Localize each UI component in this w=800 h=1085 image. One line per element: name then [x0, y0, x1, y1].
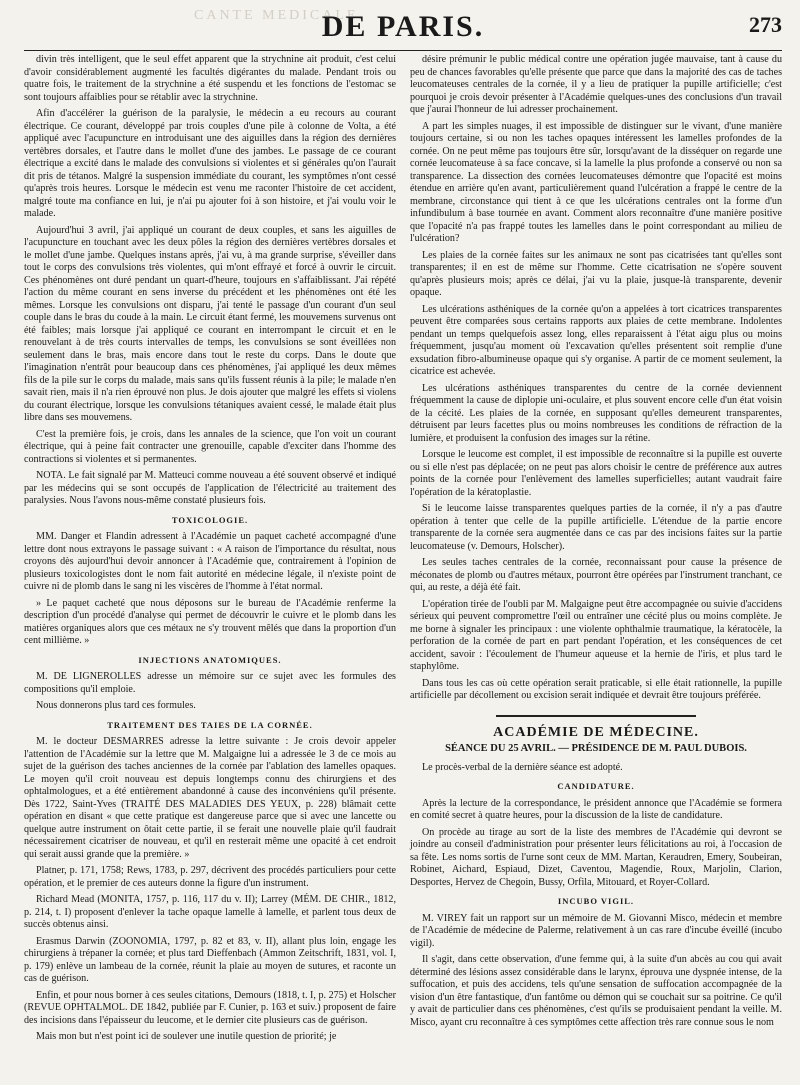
- section-heading-candidature: CANDIDATURE.: [557, 781, 635, 791]
- right-column: [410, 54, 782, 1048]
- page-number: 273: [749, 12, 782, 37]
- paragraph: Les seules taches centrales de la cornée, reconnaissant pour cause la présence de méconates de plomb ou d'autres métaux, pourront être opérées par l'instrument tranchant, ce qui, au reste, a déjà été fait.: [410, 557, 782, 593]
- masthead: [24, 6, 782, 54]
- section-divider: [496, 715, 696, 717]
- paragraph: Il s'agit, dans cette observation, d'une femme qui, à la suite d'un abcès au cou qui avait déterminé des lésions assez considérable dans le larynx, éprouva une dyspnée intense, de la suffocation, et puis des accidens, tels qu'une sensation de suffocation accompagnée de la vision d'un être fantastique, d'un fantôme ou démon qui se couchait sur sa poitrine. Ce qu'il y avait de particulier dans ces phénomènes, c'est qu'ils se produisaient pendant la veille. M. Misco, ayant cru reconnaître à ces symptômes cette affection très rare connue sous le nom: [410, 954, 782, 1028]
- paragraph: Richard Mead (MONITA, 1757, p. 116, 117 du v. II); Larrey (MÉM. DE CHIR., 1812, p. 214, t. I) proposent d'enlever la tache opaque lamelle à lamelle, et parlent tous deux de succès obtenus ainsi.: [24, 894, 396, 930]
- journal-title: DE PARIS.: [321, 10, 485, 43]
- paragraph: Après la lecture de la correspondance, le président annonce que l'Académie se formera en comité secret à quatre heures, pour la discussion de la liste de candidature.: [410, 797, 782, 821]
- paragraph: Afin d'accélérer la guérison de la paralysie, le médecin a eu recours au courant électrique. Ce courant, développé par trois couples d'une pile à colonne de Volta, a été appliqué avec l'acupuncture en introduisant une des aiguilles dans la région des dernières vertèbres dorsales, et l'autre dans le mollet d'une des jambes. Le passage de ce courant électrique a excité dans le malade des convulsions si violentes et si générales qu'on l'aurait dit pris de tétanos. Malgré la suspension immédiate du courant, les symptômes n'ont cessé qu'après trois heures. Lorsque le médecin est venu me raconter l'histoire de cet accident, malgré toute ma confiance en lui, je n'ai pu ajouter foi à son histoire, et j'ai voulu voir le malade.: [24, 108, 396, 219]
- section-heading-injections: INJECTIONS ANATOMIQUES.: [138, 654, 282, 665]
- paragraph: désire prémunir le public médical contre une opération jugée mauvaise, tant à cause du peu de chances favorables qu'elle présente que parce que dans la majorité des cas de taches leucomateuses centrales de la cornée, il y a lieu de pratiquer la pupille artificielle; c'est pourquoi je crois devoir présenter à l'Académie quelques-unes des conclusions d'un travail que j'aurai l'honneur de lui adresser prochainement.: [410, 54, 782, 115]
- section-heading-toxicologie: TOXICOLOGIE.: [171, 514, 249, 525]
- academie-title: ACADÉMIE DE MÉDECINE.: [493, 724, 699, 740]
- paragraph: Mais mon but n'est point ici de soulever une inutile question de priorité; je: [36, 1031, 337, 1042]
- bleed-through-text: CANTE MEDICALE: [194, 8, 359, 23]
- section-heading-incubo: INCUBO VIGIL.: [557, 896, 635, 906]
- paragraph: On procède au tirage au sort de la liste des membres de l'Académie qui devront se joindre au conseil d'administration pour présenter leurs félicitations au roi, à l'occasion de sa fête. Les noms sortis de l'urne sont ceux de MM. Martan, Keraudren, Emery, Soubeiran, Robinet, Aichard, Espiaud, Dizet, Caventou, Magendie, Roux, Marjolin, Clarion, Desportes, Hervez de Chegoin, Bussy, Orfila, Mitouard, et Royer-Collard.: [410, 826, 782, 888]
- paragraph: Les ulcérations asthéniques de la cornée qu'on a appelées à tort cicatrices transparentes peuvent être comparées sous certains rapports aux plaies de cette membrane. Indolentes pendant un temps quelquefois assez long, elles reparaissent à l'état aigu plus ou moins fréquemment, jusqu'au moment où l'excavation qu'elles présentent soit remplie d'une exsudation fibro-albumineuse opaque qui s'y organise. A partir de ce moment seulement, la cicatrice est achevée.: [410, 303, 782, 377]
- paragraph: M. VIREY fait un rapport sur un mémoire de M. Giovanni Misco, médecin et membre de l'Académie de médecine de Palerme, relativement à un cas rare d'incube éveillé (incubo vigil).: [410, 912, 782, 949]
- text-columns: [24, 54, 782, 1048]
- seance-heading: SÉANCE DU 25 AVRIL. — PRÉSIDENCE DE M. PAUL DUBOIS.: [445, 743, 747, 754]
- paragraph: C'est la première fois, je crois, dans les annales de la science, que l'on voit un courant électrique, qui à peine fait contracter une grenouille, capable d'exciter dans l'homme des contractions si violentes et si permanentes.: [24, 428, 396, 465]
- paragraph: » Le paquet cacheté que nous déposons sur le bureau de l'Académie renferme la description d'un procédé d'analyse qui permet de découvrir le cuivre et le plomb dans les matières organiques alors que ces métaux ne s'y trouvent mêlés que dans la proportion d'un cent millième. »: [24, 597, 396, 646]
- paragraph: Dans tous les cas où cette opération serait praticable, si elle était rationnelle, la pupille artificielle par décollement ou excision serait indiquée et devrait être toujours préférée.: [410, 677, 782, 701]
- paragraph: Lorsque le leucome est complet, il est impossible de reconnaître si la pupille est ouverte ou si elle n'est pas déplacée; on ne peut pas alors choisir le centre de préférence aux autres points de la cornée pour l'enlèvement des lamelles superficielles; autant vaudrait faire l'opération de la kératoplastie.: [410, 449, 782, 498]
- header-rule: [24, 50, 782, 51]
- paragraph: L'opération tirée de l'oubli par M. Malgaigne peut être accompagnée ou suivie d'accidens sérieux qui peuvent compromettre l'œil ou entraîner une cécité plus ou moins complète. Je me borne à signaler les principaux : une violente ophthalmie traumatique, la kératocèle, la perforation de la cornée de part en part pendant l'opération, et les conséquences de cet accident, savoir : l'écoulement de l'humeur aqueuse et la hernie de l'iris, et plus tard le staphylôme.: [410, 598, 783, 672]
- left-column: [24, 54, 396, 1048]
- paragraph: Enfin, et pour nous borner à ces seules citations, Demours (1818, t. I, p. 275) et Holscher (REVUE OPHTALMOL. DE 1842, publiée par F. Cunier, p. 163 et suiv.) proposent de faire des incisions dans l'épaisseur du leucome, et le dernier cite plusieurs cas de guérison.: [24, 989, 396, 1026]
- paragraph: Les plaies de la cornée faites sur les animaux ne sont pas cicatrisées tant qu'elles sont transparentes; il en est de même sur l'homme. Cette cicatrisation ne s'opère souvent qu'après plusieurs mois; après ce délai, j'ai vu la plaie, jusque-là transparente, devenir opaque.: [410, 249, 782, 298]
- section-heading-taies: TRAITEMENT DES TAIES DE LA CORNÉE.: [107, 719, 313, 730]
- paragraph: MM. Danger et Flandin adressent à l'Académie un paquet cacheté accompagné d'une lettre dont nous extrayons le passage suivant : « A raison de l'importance du résultat, nous croyons dès aujourd'hui devoir annoncer à l'Académie que, contrairement à l'opinion de plusieurs toxicologistes dont le nom fait autorité en médecine légale, il n'existe point de cuivre ni de plomb dans le sang ni les viscères de l'homme à l'état normal.: [24, 531, 396, 592]
- paragraph: A part les simples nuages, il est impossible de distinguer sur le vivant, d'une manière toujours certaine, si ou non les taches opaques intéressent les lamelles profondes de la cornée. On ne peut même pas toujours être sûr, lorsqu'avant de la disséquer on regarde une cornée leucomateuse à sa face concave, si la lamelle la plus profonde a conservé ou non sa transparence. La dissection des cornées leucomateuses démontre que l'opacité est moins étendue en arrière qu'en avant, particulièrement quand l'ulcération a frappé le centre de la membrane, circonstance qui tient à ce que les ulcérations centrales ont la forme d'un infundibulum à base tournée en avant. Comment alors reconnaître d'une manière positive que l'opacité n'a pas frappé toutes les lamelles dans le point correspondant au milieu de l'ulcération?: [410, 120, 782, 244]
- paragraph: Platner, p. 171, 1758; Rews, 1783, p. 297, décrivent des procédés particuliers pour cette opération, et le premier de ces auteurs donne la figure d'un instrument.: [24, 865, 396, 889]
- paragraph: Nous donnerons plus tard ces formules.: [36, 700, 196, 711]
- paragraph: divin très intelligent, que le seul effet apparent que la strychnine ait produit, c'est celui d'avoir considérablement augmenté les facultés digérantes du malade. Pendant trois ou quatre fois, le traitement de la strychnine a été suspendu et les fonctions de l'estomac se sont toujours affaiblies pour se rétablir avec la strychnine.: [24, 54, 396, 103]
- nota-paragraph: NOTA. Le fait signalé par M. Matteuci comme nouveau a été souvent observé et indiqué par les médecins qui se sont occupés de l'application de l'électricité au traitement des paralysies. Nous l'avons nous-même constaté plusieurs fois.: [24, 470, 396, 506]
- paragraph: M. DE LIGNEROLLES adresse un mémoire sur ce sujet avec les formules des compositions qu'il emploie.: [24, 671, 396, 695]
- paragraph: Si le leucome laisse transparentes quelques parties de la cornée, il n'y a pas d'autre opération à tenter que celle de la pupille artificielle. L'étendue de la partie encore transparente de la cornée sera augmentée dans ce cas par des incisions faites sur la partie leucomateuse (v. Demours, Holscher).: [410, 503, 782, 552]
- paragraph: M. le docteur DESMARRES adresse la lettre suivante : Je crois devoir appeler l'attention de l'Académie sur la lettre que M. Malgaigne lui a adressée le 3 de ce mois au sujet de la guérison des taches anciennes de la cornée par l'ablation des lamelles opaques. Le moyen qu'il croit nouveau est depuis longtemps connu des chirurgiens et des ophtalmologues, et a été entièrement abandonné à cause des inconvéniens qu'il présente. Dès 1722, Saint-Yves (TRAITÉ DES MALADIES DES YEUX, p. 228) blâmait cette opération en disant « que cette pratique est dangereuse parce que si avec une lancette ou quelque autre instrument on ôtait cette partie, il se ferait une nouvelle plaie qu'il faudrait nécessairement cicatriser de nouveau, et qu'il en resterait même une opacité à cet endroit qui serait aussi grande que la première. »: [24, 736, 396, 860]
- paragraph: Les ulcérations asthéniques transparentes du centre de la cornée deviennent fréquemment la cause de diplopie uni-oculaire, et plus souvent encore celle d'un état voisin de la cécité. Les plaies de la cornée, en supposant qu'elles demeurent transparentes, détruisent par leurs facettes plus ou moins nombreuses les conditions de réfraction de la lumière, et produisent la confusion des images sur la rétine.: [410, 382, 782, 444]
- paragraph: Aujourd'hui 3 avril, j'ai appliqué un courant de deux couples, et sans les aiguilles de l'acupuncture en touchant avec les deux pôles la région des dernières vertèbres dorsales et le mollet d'une jambe. Quelques instans après, j'ai vu, à ma grande surprise, s'éveiller dans tout le corps des convulsions très violentes, qui m'ont effrayé et forcé à ouvrir le circuit. Ces phénomènes ont duré pendant un quart-d'heure, toujours en s'affaiblissant. J'ai répété l'action du même courant en sens inverse du précédent et les phénomènes ont été les mêmes. Lorsque les convulsions ont disparu, j'ai tenté le passage d'un courant d'un seul couple dans le bras du coude à la main. Le circuit étant fermé, les mouvemens survenus ont été faibles; mais lorsque j'ai appliqué ce courant en interrompant le circuit et en le renouvelant à de très courts intervalles de temps, les convulsions se sont éveillées non seulement dans le bras, mais encore dans tout le reste du corps. Dans le doute que l'imagination n'entrât pour beaucoup dans ces phénomènes, j'ai appliqué les deux mêmes fils de la pile sur le corps du malade, mais sans qu'ils fussent réunis à la pile; le malade n'en savait rien, mais il n'a rien éprouvé non plus. Je dois ajouter que malgré les effets si violens du courant électrique, lorsque les convulsions tétaniques avaient cessé, le malade était plus libre dans ses mouvemens.: [24, 224, 396, 423]
- paragraph: Erasmus Darwin (ZOONOMIA, 1797, p. 82 et 83, v. II), allant plus loin, engage les chirurgiens à trépaner la cornée; et plus tard Dieffenbach (Ammon Zeitschrift, 1831, vol. I, p. 179) enlève un lambeau de la cornée, réunit la plaie au moyen de sutures, et raconte un cas de guérison.: [24, 935, 396, 984]
- paragraph: Le procès-verbal de la dernière séance est adopté.: [422, 761, 623, 773]
